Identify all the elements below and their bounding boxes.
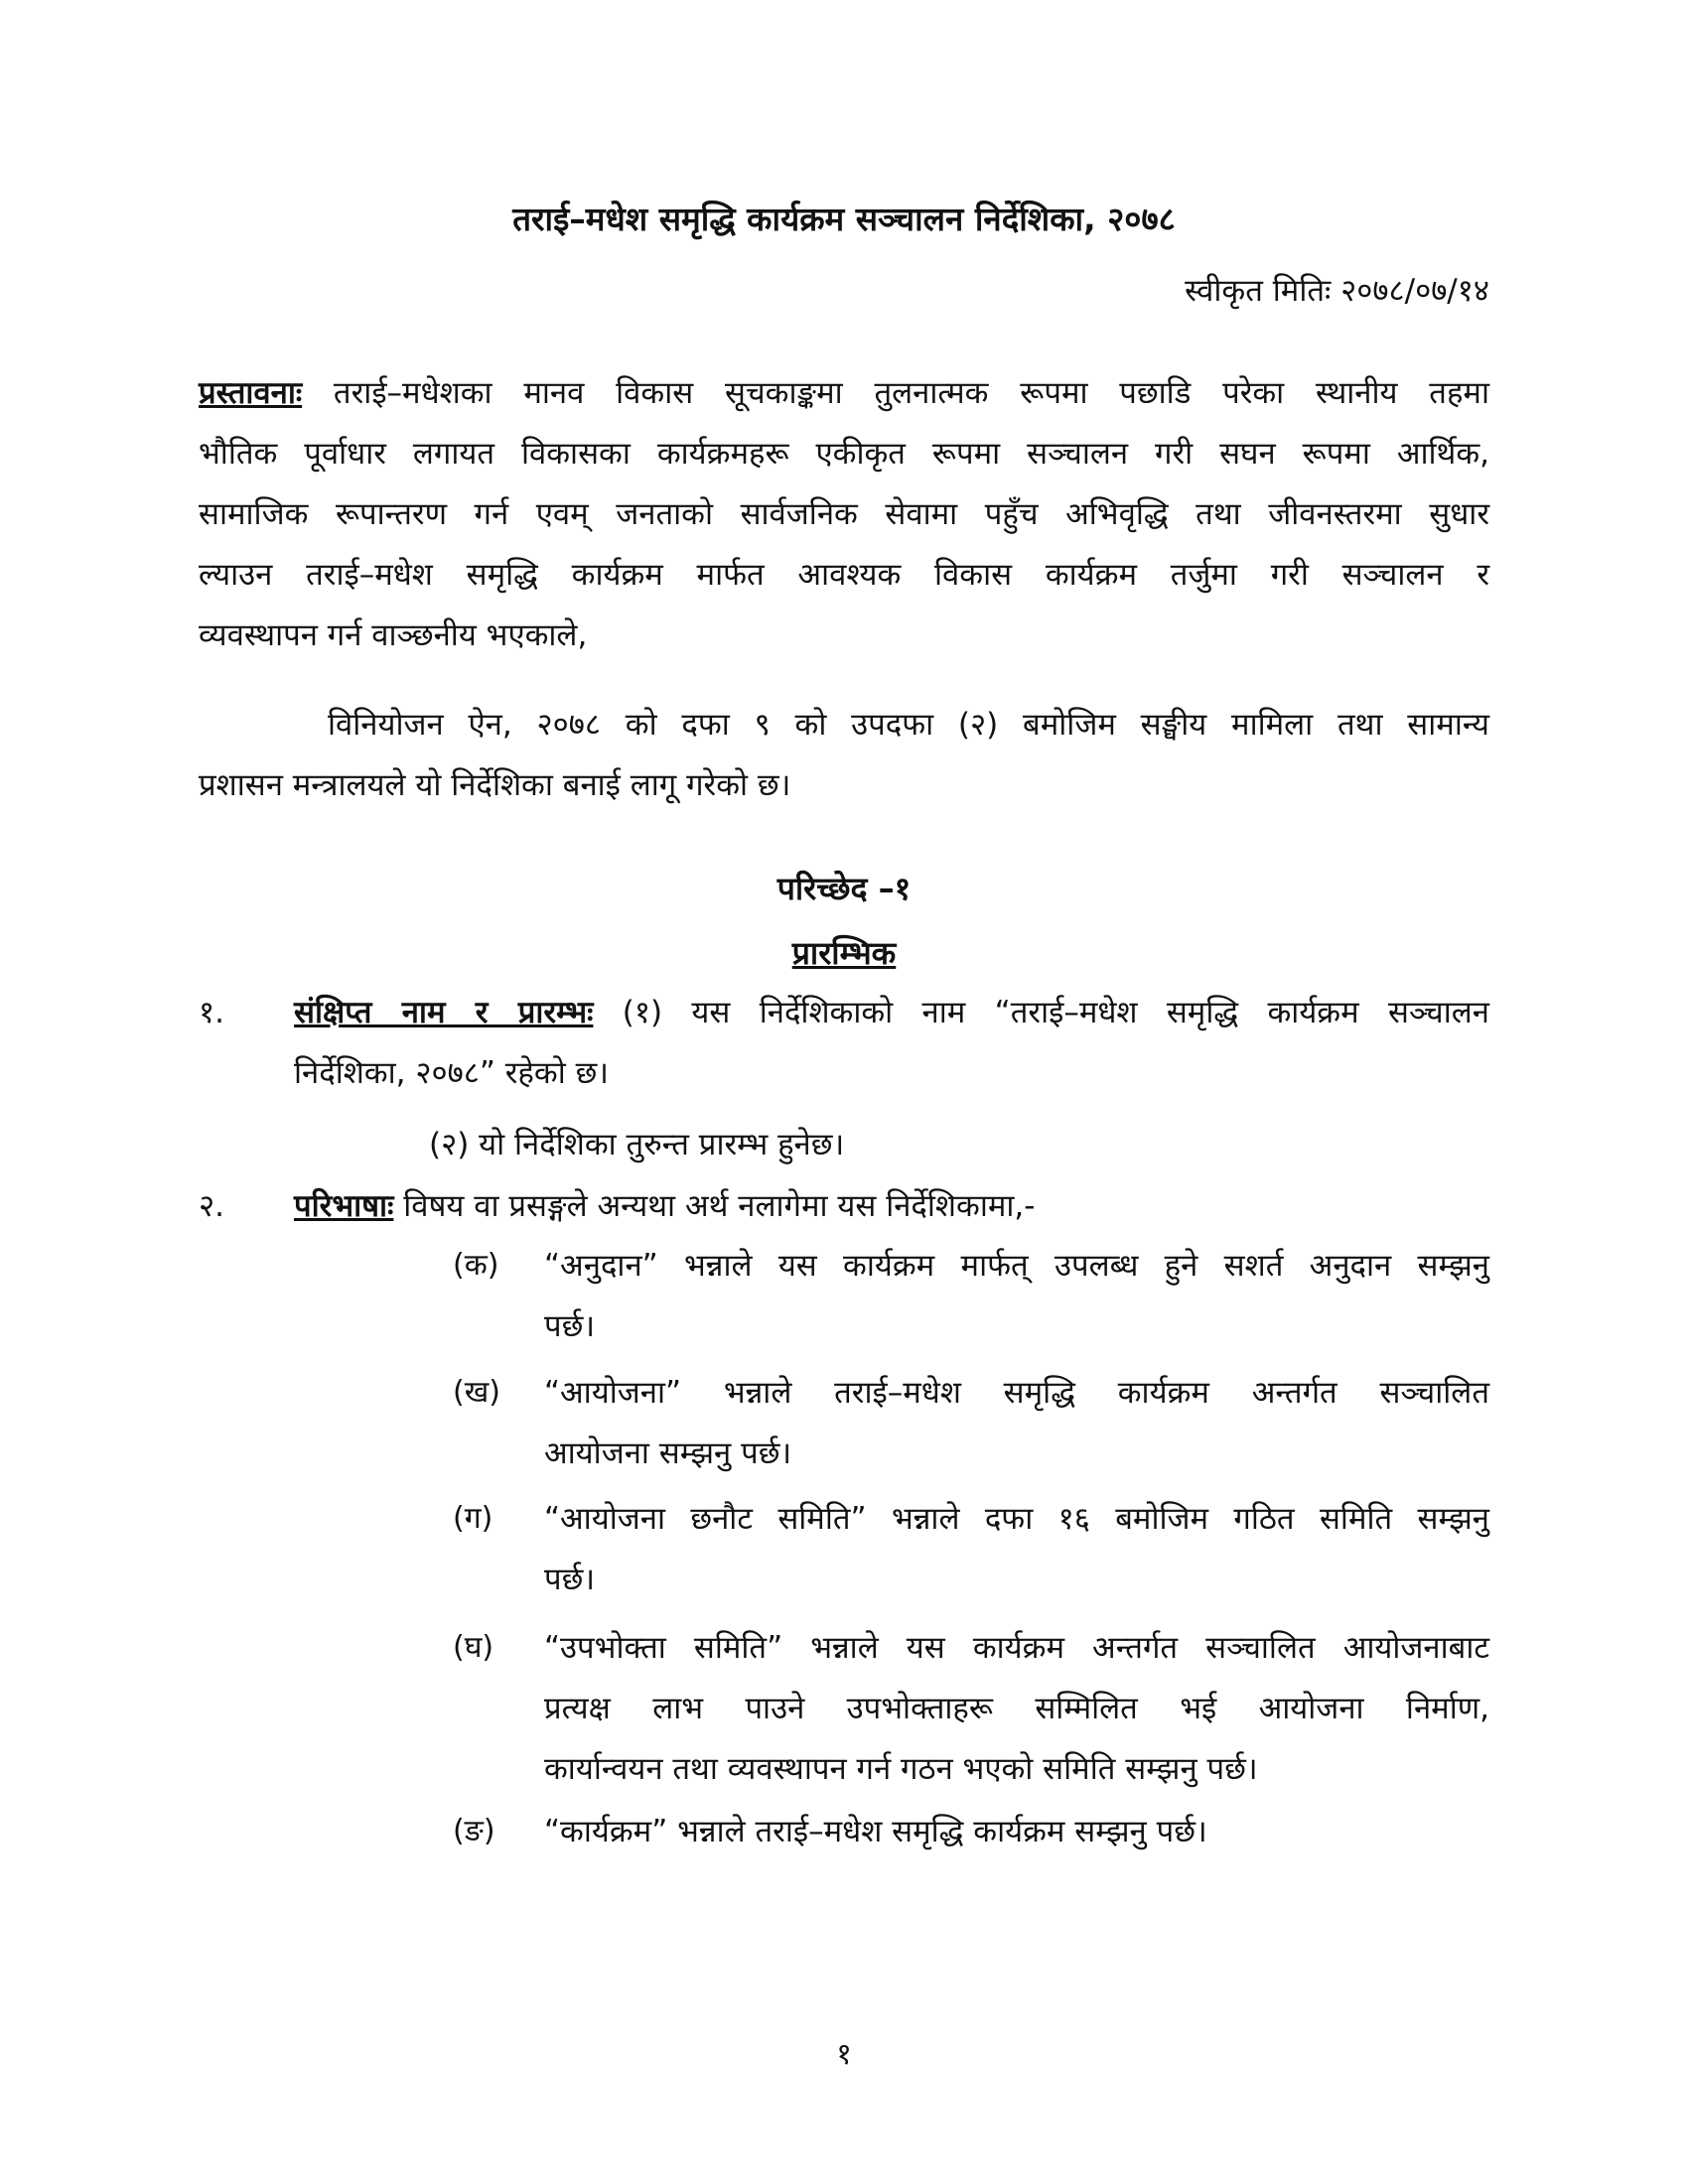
chapter-title: प्रारम्भिक bbox=[791, 934, 897, 972]
clause-label: (क) bbox=[453, 1248, 499, 1283]
preamble-label: प्रस्तावनाः bbox=[199, 375, 303, 411]
clause-text: “उपभोक्ता समिति” भन्नाले यस कार्यक्रम अन्तर्गत सञ्चालित आयोजनाबाट प्रत्यक्ष लाभ पाउने उपभोक्ताहरू सम्मिलित भई आयोजना निर्माण, कार्यान्वयन तथा व्यवस्थापन गर्न गठन भएको समिति सम्झनु पर्छ। bbox=[544, 1630, 1489, 1787]
section-1-line: निर्देशिका, २०७८” रहेको छ। bbox=[294, 1055, 610, 1091]
preamble-paragraph bbox=[199, 363, 1489, 666]
clause-label: (घ) bbox=[453, 1630, 494, 1665]
page-number: १ bbox=[836, 2037, 852, 2072]
preamble-line: भौतिक पूर्वाधार लगायत विकासका कार्यक्रमहरू एकीकृत रूपमा सञ्चालन गरी सघन रूपमा आर्थिक, bbox=[199, 436, 1489, 472]
section-heading: परिभाषाः bbox=[294, 1188, 394, 1224]
section-heading: संक्षिप्त नाम र प्रारम्भः bbox=[294, 995, 594, 1030]
section-number: १. bbox=[199, 995, 224, 1030]
preamble-line: ल्याउन तराई–मधेश समृद्धि कार्यक्रम मार्फत आवश्यक विकास कार्यक्रम तर्जुमा गरी सञ्चालन र bbox=[199, 557, 1489, 593]
section-2-intro: परिभाषाः विषय वा प्रसङ्गले अन्यथा अर्थ नलागेमा यस निर्देशिकामा,- bbox=[294, 1188, 1036, 1224]
enactment-paragraph bbox=[199, 695, 1489, 816]
section-1-subsection: (२) यो निर्देशिका तुरुन्त प्रारम्भ हुनेछ। bbox=[429, 1127, 845, 1162]
clause-text: “आयोजना छनौट समिति” भन्नाले दफा १६ बमोजिम गठित समिति सम्झनु पर्छ। bbox=[544, 1501, 1489, 1597]
clause-text: “आयोजना” भन्नाले तराई–मधेश समृद्धि कार्यक्रम अन्तर्गत सञ्चालित आयोजना सम्झनु पर्छ। bbox=[544, 1375, 1489, 1471]
document-title: तराई–मधेश समृद्धि कार्यक्रम सञ्चालन निर्देशिका, २०७८ bbox=[512, 200, 1176, 238]
section-number: २. bbox=[199, 1188, 224, 1224]
chapter-number: परिच्छेद –१ bbox=[776, 870, 912, 907]
clause-label: (ङ) bbox=[453, 1814, 495, 1848]
approved-date: स्वीकृत मितिः २०७८/०७/१४ bbox=[1185, 273, 1489, 309]
clause-text: “अनुदान” भन्नाले यस कार्यक्रम मार्फत् उपलब्ध हुने सशर्त अनुदान सम्झनु पर्छ। bbox=[544, 1248, 1489, 1344]
clause-label: (ग) bbox=[453, 1501, 493, 1536]
clause-text: “कार्यक्रम” भन्नाले तराई–मधेश समृद्धि कार्यक्रम सम्झनु पर्छ। bbox=[544, 1814, 1207, 1849]
section-1-line: संक्षिप्त नाम र प्रारम्भः (१) यस निर्देशिकाको नाम “तराई–मधेश समृद्धि कार्यक्रम सञ्चालन bbox=[294, 995, 1489, 1030]
preamble-line: प्रस्तावनाः तराई–मधेशका मानव विकास सूचकाङ्कमा तुलनात्मक रूपमा पछाडि परेका स्थानीय तहमा bbox=[199, 375, 1489, 411]
preamble-line: व्यवस्थापन गर्न वाञ्छनीय भएकाले, bbox=[199, 617, 588, 653]
enactment-line: प्रशासन मन्त्रालयले यो निर्देशिका बनाई लागू गरेको छ। bbox=[199, 767, 791, 803]
enactment-line: विनियोजन ऐन, २०७८ को दफा ९ को उपदफा (२) बमोजिम सङ्घीय मामिला तथा सामान्य bbox=[328, 707, 1489, 743]
preamble-line: सामाजिक रूपान्तरण गर्न एवम् जनताको सार्वजनिक सेवामा पहुँच अभिवृद्धि तथा जीवनस्तरमा सुधार bbox=[199, 496, 1489, 532]
clause-label: (ख) bbox=[453, 1375, 500, 1410]
